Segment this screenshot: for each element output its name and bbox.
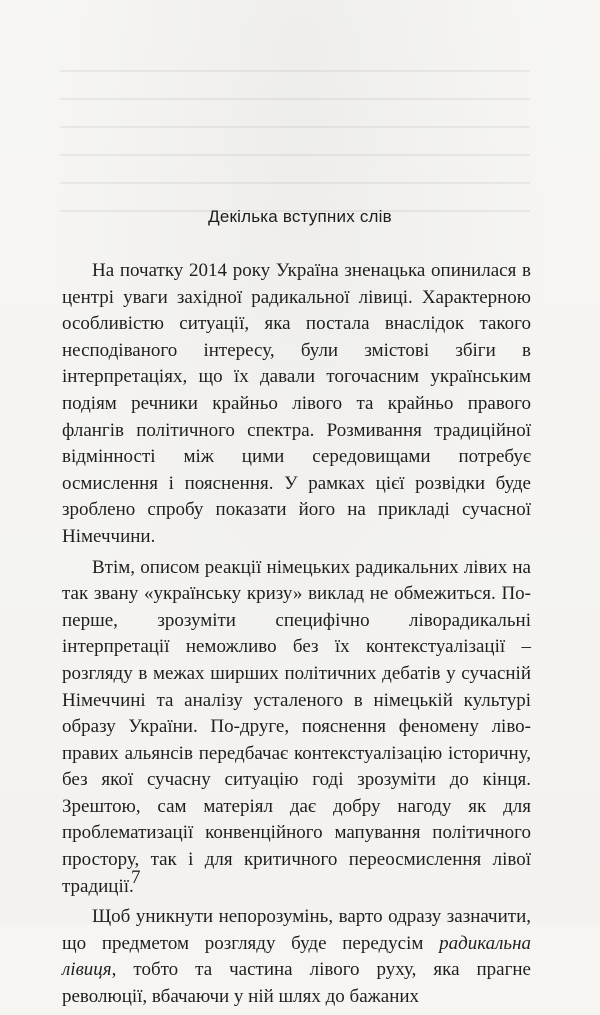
paragraph-3-emphasis: радикальна лівиця (62, 932, 531, 981)
paragraph-3 (62, 904, 531, 1010)
paragraph-3-text-after: , тобто та частина лівого руху, яка прагне революції, вбачаючи у ній шлях до бажаних (62, 959, 531, 1008)
page-number: 7 (131, 867, 141, 888)
paragraph-2: Втім, описом реакції німецьких радикальних лівих на так звану «українську кризу» виклад не обмежиться. По-перше, зрозуміти специфічно ліворадикальні інтерпретації неможливо без їх контекстуалізації – розгляду в межах ширших політичних дебатів у сучасній Німеччині та аналізу усталеного в німецькій культурі образу України. По-друге, пояснення феномену ліво-правих альянсів передбачає контекстуалізацію історичну, без якої сучасну ситуацію годі зрозуміти до кінця. Зрештою, сам матеріял дає добру нагоду як для проблематизації конвенційного мапування політичного простору, так і для критичного переосмислення лівої традиції. (62, 556, 531, 897)
paragraph-3-text-before: Щоб уникнути непорозумінь, варто одразу зазначити, що предметом розгляду буде передусім (62, 906, 531, 954)
paragraph-1: На початку 2014 року Україна зненацька опинилася в центрі уваги західної радикальної лівиці. Характерною особливістю ситуації, яка постала внаслідок такого несподіваного інтересу, були змістові збіги в інтерпретаціях, що їх давали тогочасним українським подіям речники крайньо лівого та крайньо правого флангів політичного спектра. Розмивання традиційної відмінності між цими середовищами потребує осмислення і пояснення. У рамках цієї розвідки буде зроблено спробу показати його на прикладі сучасної Німеччини. (62, 260, 531, 547)
section-heading: Декілька вступних слів (208, 207, 392, 226)
body-text (62, 258, 531, 1015)
